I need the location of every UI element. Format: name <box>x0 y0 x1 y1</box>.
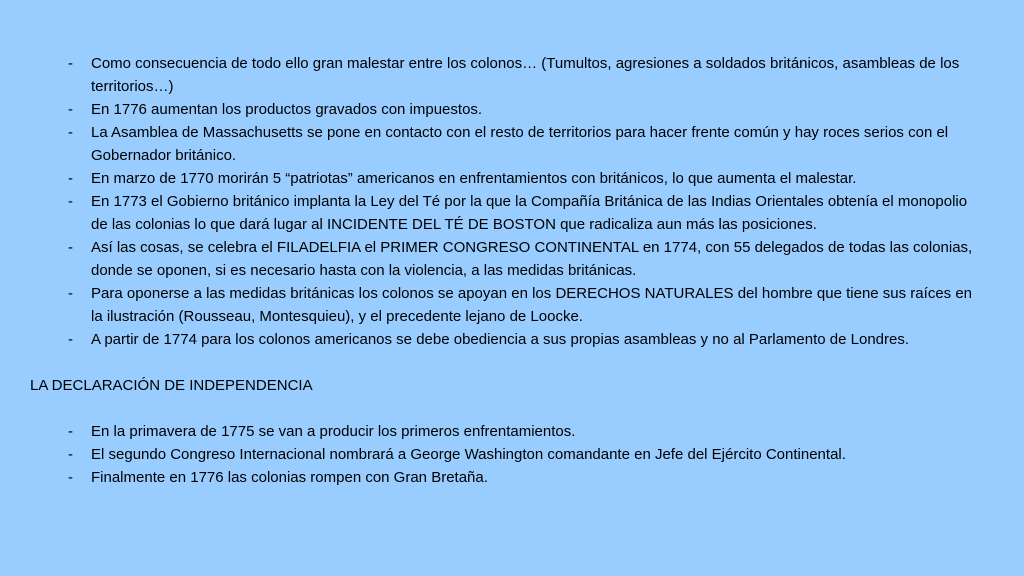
bullet-item: - Para oponerse a las medidas británicas los colonos se apoyan en los DERECHOS NATURALES del hombre que tiene sus raíces en la ilustración (Rousseau, Montesquieu), y el precedente lejano de Loocke. <box>30 282 994 328</box>
bullet-item: - Así las cosas, se celebra el FILADELFIA el PRIMER CONGRESO CONTINENTAL en 1774, con 55 delegados de todas las colonias, donde se oponen, si es necesario hasta con la violencia, a las medidas británicas. <box>30 236 994 282</box>
bullet-item: - En marzo de 1770 morirán 5 “patriotas” americanos en enfrentamientos con británicos, lo que aumenta el malestar. <box>30 167 994 190</box>
bullet-list-top <box>30 52 994 351</box>
bullet-item: - La Asamblea de Massachusetts se pone en contacto con el resto de territorios para hacer frente común y hay roces serios con el Gobernador británico. <box>30 121 994 167</box>
bullet-item: - Finalmente en 1776 las colonias rompen con Gran Bretaña. <box>30 466 994 489</box>
section-heading: LA DECLARACIÓN DE INDEPENDENCIA <box>30 377 313 394</box>
bullet-item: - En 1773 el Gobierno británico implanta la Ley del Té por la que la Compañía Británica de las Indias Orientales obtenía el monopolio de las colonias lo que dará lugar al INCIDENTE DEL TÉ DE BOSTON que radicaliza aun más las posiciones. <box>30 190 994 236</box>
bullet-item: - El segundo Congreso Internacional nombrará a George Washington comandante en Jefe del Ejército Continental. <box>30 443 994 466</box>
bullet-item: - A partir de 1774 para los colonos americanos se debe obediencia a sus propias asambleas y no al Parlamento de Londres. <box>30 328 994 351</box>
bullet-item: - En la primavera de 1775 se van a producir los primeros enfrentamientos. <box>30 420 994 443</box>
bullet-item: - Como consecuencia de todo ello gran malestar entre los colonos… (Tumultos, agresiones a soldados británicos, asambleas de los territorios…) <box>30 52 994 98</box>
bullet-item: - En 1776 aumentan los productos gravados con impuestos. <box>30 98 994 121</box>
bullet-list-bottom <box>30 420 994 489</box>
